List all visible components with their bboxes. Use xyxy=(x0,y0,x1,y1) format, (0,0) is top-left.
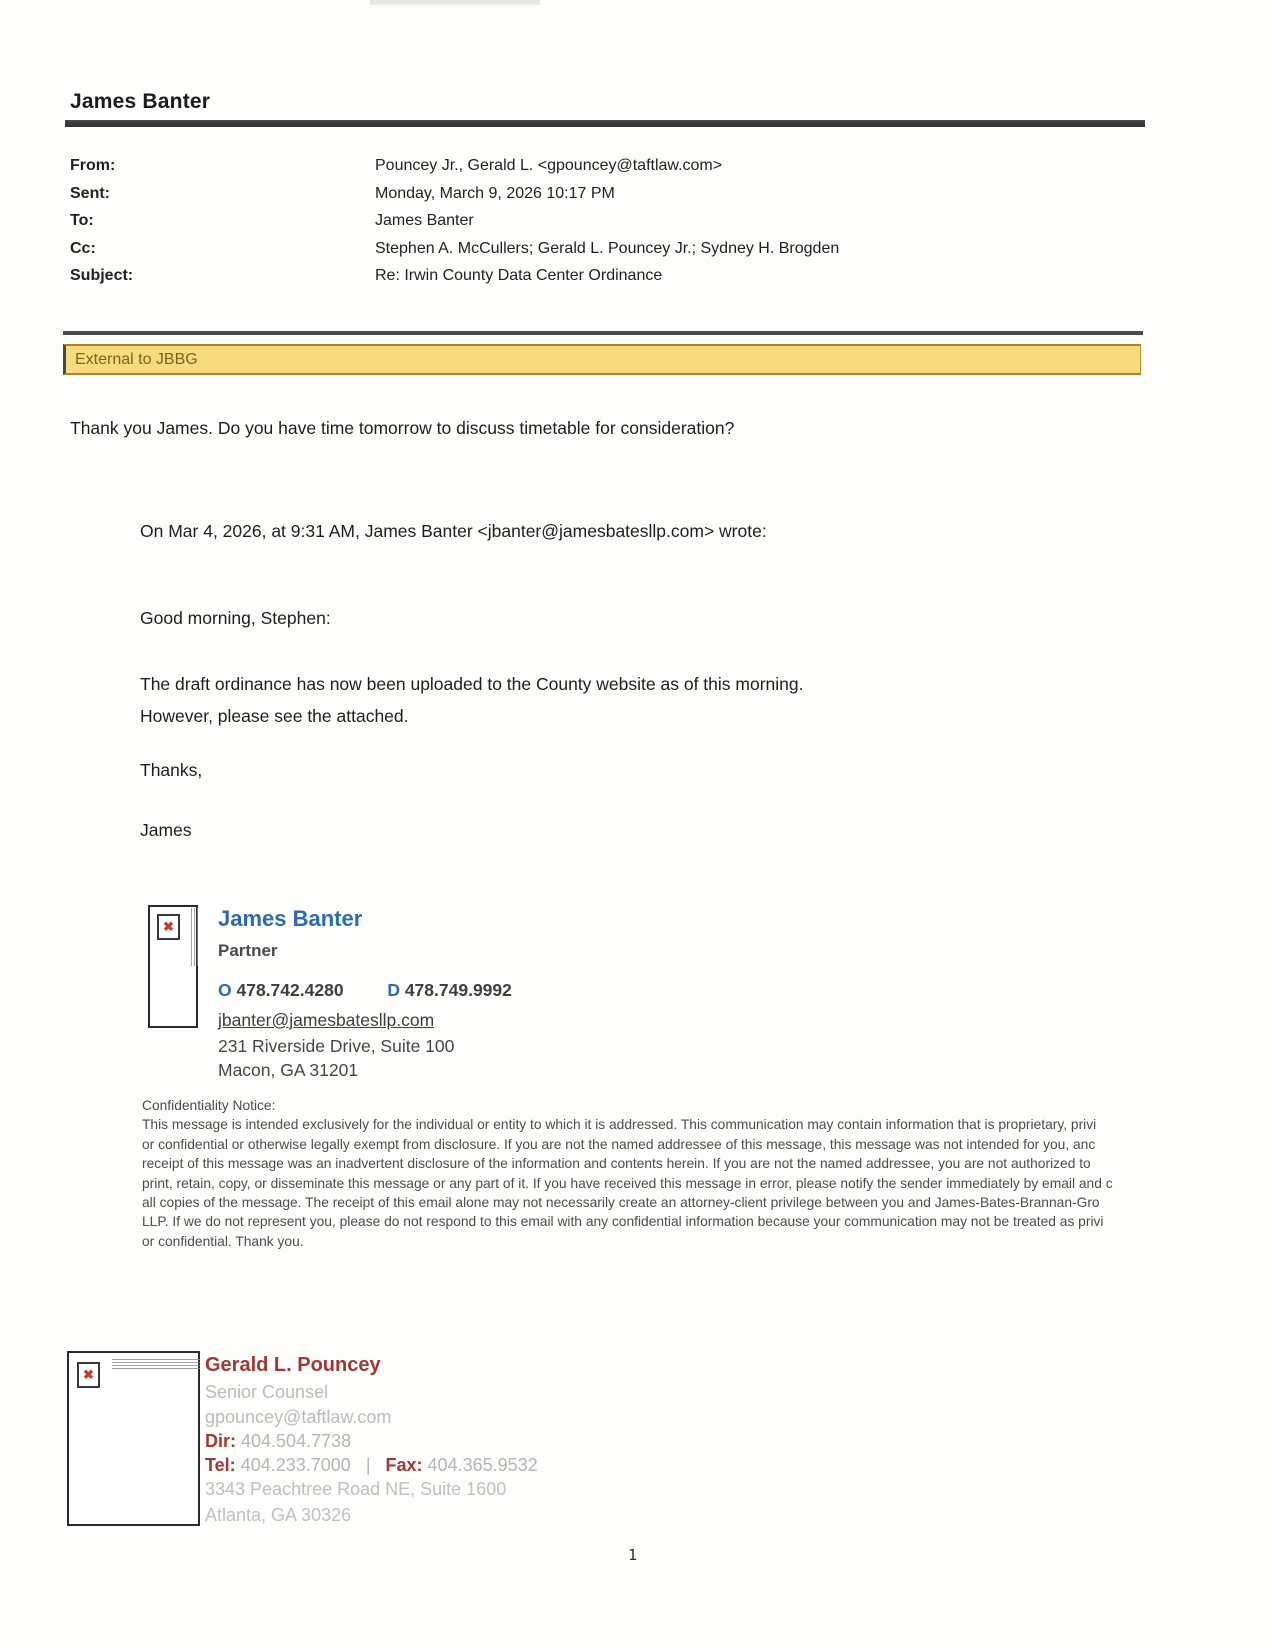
sent-label: Sent: xyxy=(70,184,110,202)
office-phone-number: 478.742.4280 xyxy=(236,980,344,1000)
to-value: James Banter xyxy=(375,212,474,229)
broken-image-icon: ✖ xyxy=(77,1362,100,1388)
paragraph-line-2: However, please see the attached. xyxy=(140,706,409,726)
greeting-text: Good morning, Stephen: xyxy=(140,608,331,628)
recipient-header: James Banter xyxy=(70,90,211,113)
paragraph-line-1: The draft ordinance has now been uploaded to the County website as of this morning. xyxy=(140,674,804,694)
banter-signature-phones xyxy=(218,980,512,1001)
broken-image-placeholder xyxy=(67,1351,200,1526)
cc-value: Stephen A. McCullers; Gerald L. Pouncey Jr.; Sydney H. Brogden xyxy=(375,239,840,257)
confidentiality-line: print, retain, copy, or disseminate this message or any part of it. If you have received this message in error, please notify the sender immediately by email and c xyxy=(142,1175,1113,1191)
meta-row-to xyxy=(70,212,1150,240)
tel-label: Tel: xyxy=(205,1455,236,1475)
reply-message-text: Thank you James. Do you have time tomorrow to discuss timetable for consideration? xyxy=(70,418,735,438)
confidentiality-notice xyxy=(142,1096,1275,1251)
quoted-message-header: On Mar 4, 2026, at 9:31 AM, James Banter <jbanter@jamesbatesllp.com> wrote: xyxy=(140,521,767,541)
banner-top-rule xyxy=(63,331,1143,335)
cc-label: Cc: xyxy=(70,239,96,257)
meta-row-from xyxy=(70,157,1150,185)
banter-address-line1: 231 Riverside Drive, Suite 100 xyxy=(218,1036,455,1056)
telfax-separator: | xyxy=(365,1455,371,1475)
header-divider xyxy=(65,120,1145,127)
pouncey-telfax-line xyxy=(205,1455,538,1476)
subject-value: Re: Irwin County Data Center Ordinance xyxy=(375,267,663,284)
dir-phone-number: 404.504.7738 xyxy=(241,1431,352,1451)
confidentiality-line: or confidential or otherwise legally exempt from disclosure. If you are not the named addressee of this message, this message was not intended for you, anc xyxy=(142,1136,1096,1152)
from-label: From: xyxy=(70,157,116,174)
email-meta xyxy=(70,157,1150,295)
confidentiality-line: LLP. If we do not represent you, please do not respond to this email with any confidential information because your communication may not be treated as privi xyxy=(142,1214,1104,1230)
dir-label: Dir: xyxy=(205,1431,236,1451)
message-paragraph xyxy=(140,668,803,732)
office-phone-label: O xyxy=(218,980,232,1000)
confidentiality-title: Confidentiality Notice: xyxy=(142,1098,276,1113)
pouncey-signature-title: Senior Counsel xyxy=(205,1382,329,1402)
signoff-text: James xyxy=(140,820,192,840)
page-number: 1 xyxy=(628,1546,638,1564)
pouncey-direct-line xyxy=(205,1431,351,1452)
broken-image-icon: ✖ xyxy=(157,914,180,940)
confidentiality-line: receipt of this message was an inadvertent disclosure of the information and contents herein. If you are not the named addressee, you are not authorized to xyxy=(142,1156,1091,1172)
pouncey-address-line2: Atlanta, GA 30326 xyxy=(205,1505,352,1525)
external-warning-banner: External to JBBG xyxy=(63,344,1141,375)
direct-phone-label: D xyxy=(387,980,400,1000)
pouncey-signature-name: Gerald L. Pouncey xyxy=(205,1354,381,1376)
illegible-alt-text xyxy=(191,908,200,966)
pouncey-email: gpouncey@taftlaw.com xyxy=(205,1407,392,1427)
tel-phone-number: 404.233.7000 xyxy=(240,1455,351,1475)
to-label: To: xyxy=(70,212,94,229)
scan-artifact xyxy=(370,0,540,5)
confidentiality-line: or confidential. Thank you. xyxy=(142,1233,304,1249)
banter-signature-name: James Banter xyxy=(218,906,363,931)
closing-text: Thanks, xyxy=(140,760,203,780)
fax-phone-number: 404.365.9532 xyxy=(427,1455,538,1475)
meta-row-subject xyxy=(70,267,1150,295)
banter-address-line2: Macon, GA 31201 xyxy=(218,1060,359,1080)
from-value: Pouncey Jr., Gerald L. <gpouncey@taftlaw.com> xyxy=(375,157,723,174)
fax-label: Fax: xyxy=(385,1455,423,1475)
illegible-alt-text xyxy=(112,1359,200,1370)
direct-phone-number: 478.749.9992 xyxy=(404,980,512,1000)
sent-value: Monday, March 9, 2026 10:17 PM xyxy=(375,184,615,202)
confidentiality-line: This message is intended exclusively for the individual or entity to which it is addressed. This communication may contain information that is proprietary, privi xyxy=(142,1117,1097,1133)
subject-label: Subject: xyxy=(70,267,134,284)
banter-email-link[interactable]: jbanter@jamesbatesllp.com xyxy=(218,1010,435,1030)
meta-row-cc xyxy=(70,240,1150,268)
meta-row-sent xyxy=(70,185,1150,213)
confidentiality-line: all copies of the message. The receipt of this email alone may not necessarily create an attorney-client privilege between you and James-Bates-Brannan-Gro xyxy=(142,1195,1100,1211)
banter-signature-title: Partner xyxy=(218,941,278,960)
pouncey-address-line1: 3343 Peachtree Road NE, Suite 1600 xyxy=(205,1479,507,1499)
